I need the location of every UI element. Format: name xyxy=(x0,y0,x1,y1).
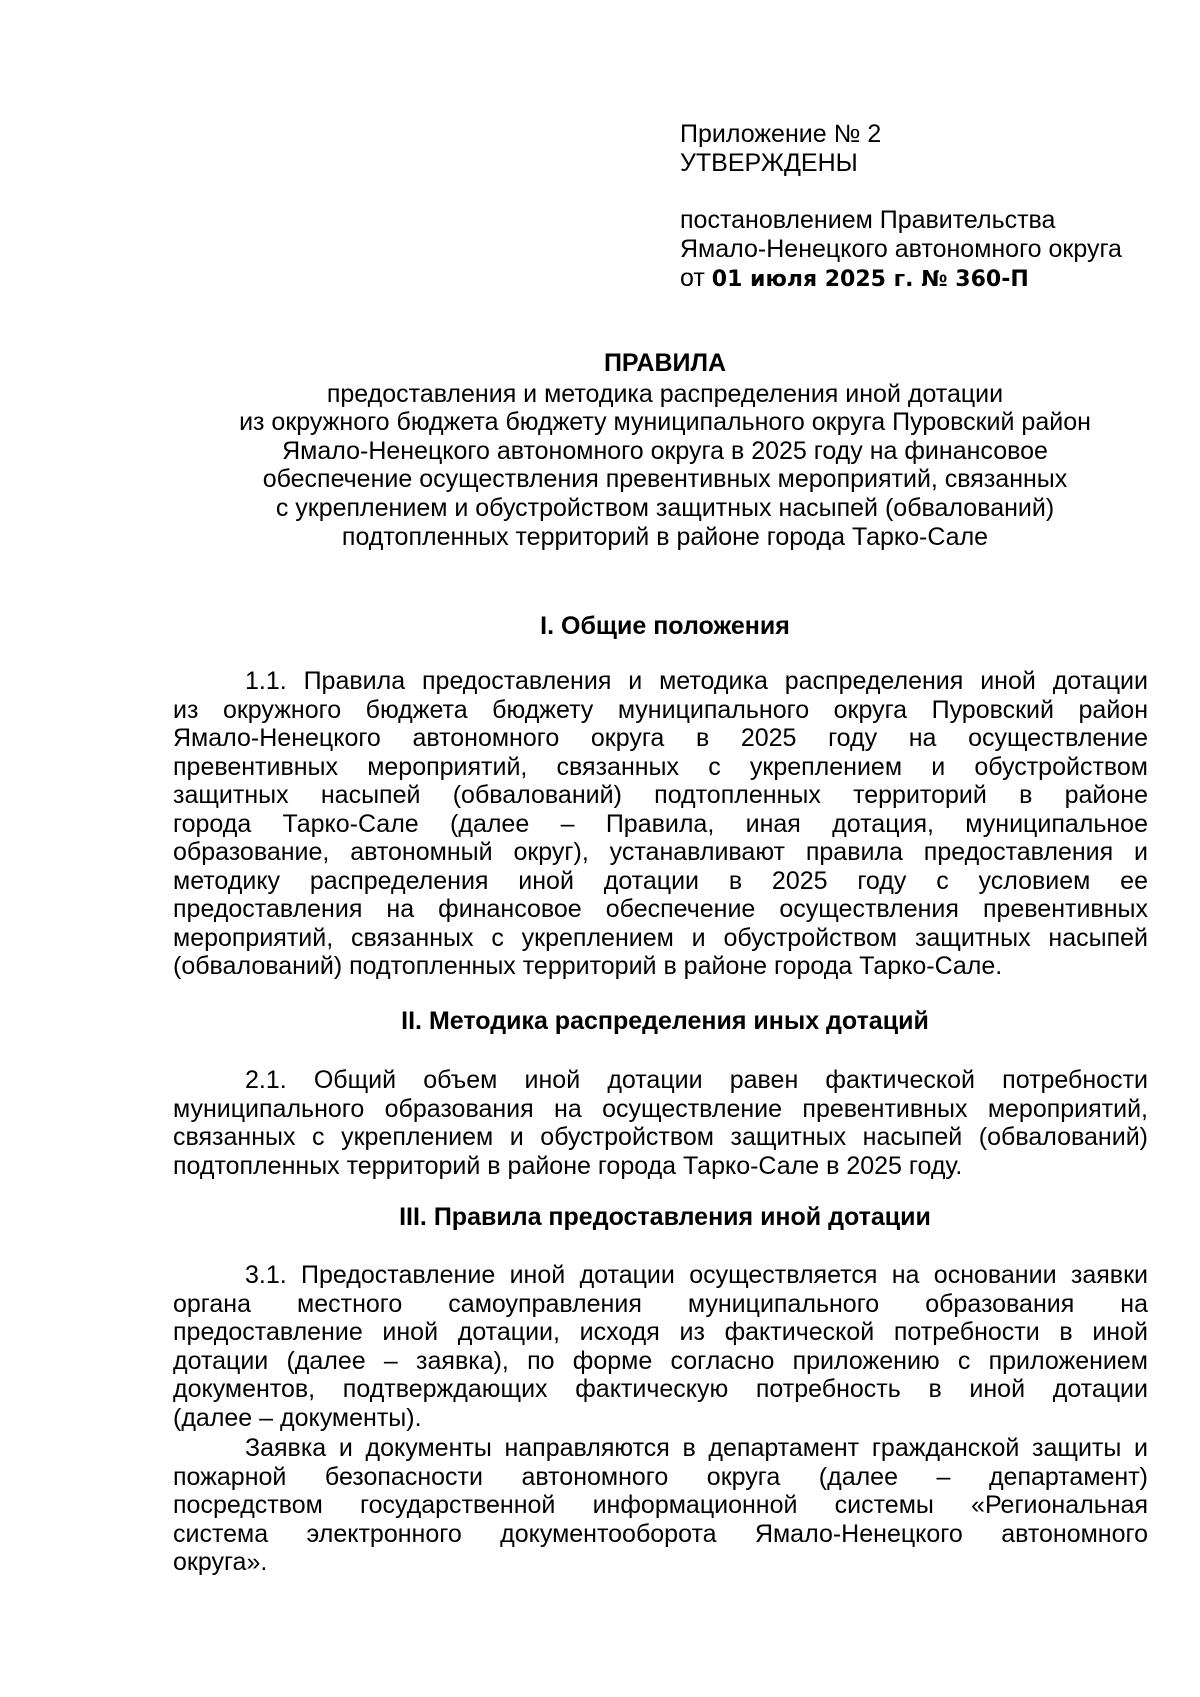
paragraph-3-2 xyxy=(173,1434,1148,1577)
paragraph-line: (обвалований) подтопленных территорий в районе города Тарко-Сале. xyxy=(173,952,1003,980)
paragraph-line: документов, подтверждающих фактическую потребность в иной дотации xyxy=(173,1375,1148,1403)
paragraph-line: 3.1. Предоставление иной дотации осуществляется на основании заявки xyxy=(245,1261,1148,1289)
paragraph-line: подтопленных территорий в районе города Тарко-Сале в 2025 году. xyxy=(173,1151,963,1180)
approval-header xyxy=(680,120,1160,294)
paragraph-line: предоставления на финансовое обеспечение осуществления превентивных xyxy=(173,895,1148,923)
paragraph-line: методику распределения иной дотации в 2025 году с условием ее xyxy=(173,866,1148,895)
document-title xyxy=(170,349,1160,551)
paragraph-line: мероприятий, связанных с укреплением и обустройством защитных насыпей xyxy=(173,923,1148,952)
title-line: с укреплением и обустройством защитных насыпей (обвалований) xyxy=(275,493,1055,522)
section-heading-1: I. Общие положения xyxy=(540,612,790,640)
paragraph-line: органа местного самоуправления муниципального образования на xyxy=(173,1289,1148,1318)
paragraph-line: 2.1. Общий объем иной дотации равен фактической потребности xyxy=(245,1066,1148,1094)
approved-label: УТВЕРЖДЕНЫ xyxy=(680,149,858,177)
decree-date: 01 июля 2025 г. № 360-П xyxy=(711,267,1029,292)
paragraph-line: система электронного документооборота Ямало-Ненецкого автономного xyxy=(173,1519,1148,1548)
title-line: предоставления и методика распределения иной дотации xyxy=(326,379,1004,408)
decree-line-2: Ямало-Ненецкого автономного округа xyxy=(680,235,1122,263)
title-line: из окружного бюджета бюджету муниципального округа Пуровский район xyxy=(239,408,1091,437)
paragraph-line: образование, автономный округ), устанавливают правила предоставления и xyxy=(173,838,1148,866)
title-line: подтопленных территорий в районе города Тарко-Сале xyxy=(341,522,989,551)
paragraph-line: Ямало-Ненецкого автономного округа в 2025 году на осуществление xyxy=(173,724,1148,752)
section-heading-3: III. Правила предоставления иной дотации xyxy=(399,1203,931,1231)
section-heading-2: II. Методика распределения иных дотаций xyxy=(401,1007,929,1035)
paragraph-2-1 xyxy=(173,1066,1148,1180)
paragraph-line: превентивных мероприятий, связанных с укреплением и обустройством xyxy=(173,752,1148,781)
paragraph-line: Заявка и документы направляются в департамент гражданской защиты и xyxy=(245,1434,1148,1462)
paragraph-line: дотации (далее – заявка), по форме согласно приложению с приложением xyxy=(173,1346,1148,1375)
date-prefix: от xyxy=(680,264,705,292)
decree-date-line xyxy=(680,264,1160,294)
title-main: ПРАВИЛА xyxy=(603,349,727,377)
paragraph-line: связанных с укреплением и обустройством защитных насыпей (обвалований) xyxy=(173,1123,1148,1151)
title-line: обеспечение осуществления превентивных мероприятий, связанных xyxy=(262,465,1068,494)
paragraph-line: города Тарко-Сале (далее – Правила, иная дотация, муниципальное xyxy=(173,809,1148,838)
paragraph-1-1 xyxy=(173,667,1148,981)
paragraph-line: пожарной безопасности автономного округа (далее – департамент) xyxy=(173,1462,1148,1491)
paragraph-line: 1.1. Правила предоставления и методика распределения иной дотации xyxy=(245,667,1148,695)
appendix-number: Приложение № 2 xyxy=(680,120,882,148)
paragraph-line: муниципального образования на осуществление превентивных мероприятий, xyxy=(173,1094,1148,1123)
paragraph-line: округа». xyxy=(173,1548,268,1576)
title-line: Ямало-Ненецкого автономного округа в 2025 году на финансовое xyxy=(282,436,1048,465)
paragraph-line: (далее – документы). xyxy=(173,1403,422,1432)
paragraph-line: предоставление иной дотации, исходя из фактической потребности в иной xyxy=(173,1318,1148,1346)
paragraph-line: посредством государственной информационной системы «Региональная xyxy=(173,1491,1148,1519)
paragraph-3-1 xyxy=(173,1261,1148,1432)
paragraph-line: защитных насыпей (обвалований) подтопленных территорий в районе xyxy=(173,781,1148,809)
decree-line-1: постановлением Правительства xyxy=(680,206,1056,234)
paragraph-line: из окружного бюджета бюджету муниципального округа Пуровский район xyxy=(173,695,1148,724)
